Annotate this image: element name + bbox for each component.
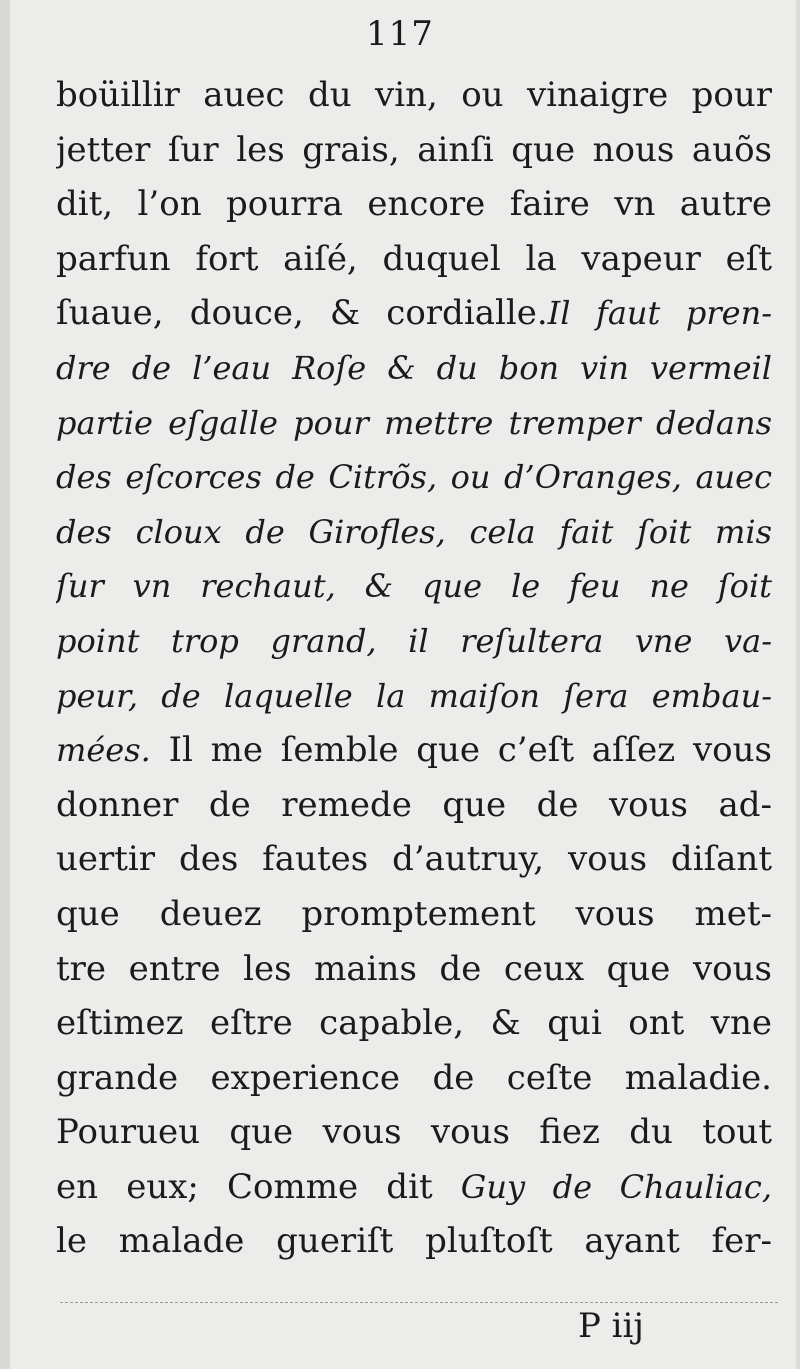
text-line: eſtimez eſtre capable, & qui ont vne — [56, 1003, 772, 1044]
text-line: uertir des fautes d’autruy, vous diſant — [56, 839, 772, 880]
text-line: partie eſgalle pour mettre tremper dedans — [56, 403, 772, 442]
page-edge-left — [0, 0, 10, 1369]
signature-mark: P iij — [578, 1306, 644, 1346]
text-line: parfun fort aiſé, duquel la vapeur eſt — [56, 238, 772, 279]
text-line: le malade gueriſt pluſtoſt ayant fer- — [56, 1221, 772, 1262]
text-line: point trop grand, il reſultera vne va- — [56, 621, 772, 660]
italic-text: Il faut pren- — [547, 294, 772, 333]
text-line: en eux; Comme dit Guy de Chauliac, — [56, 1166, 772, 1207]
text-line: boüillir auec du vin, ou vinaigre pour — [56, 75, 772, 115]
page-edge-right — [796, 0, 800, 1369]
text-line: jetter ſur les grais, ainſi que nous auõs — [56, 129, 772, 170]
text-line: donner de remede que de vous ad- — [56, 784, 772, 825]
italic-text: Guy de Chauliac, — [460, 1167, 772, 1206]
text-line: tre entre les mains de ceux que vous — [56, 948, 772, 989]
page-number: 117 — [366, 14, 434, 54]
italic-text: mées. — [56, 731, 151, 770]
text-line: peur, de laquelle la maiſon ſera embau- — [56, 676, 772, 715]
text-line: dre de l’eau Roſe & du bon vin vermeil — [56, 348, 772, 387]
text-line: ſur vn rechaut, & que le feu ne ſoit — [56, 567, 772, 606]
text-line: des eſcorces de Citrõs, ou d’Oranges, auec — [56, 458, 772, 497]
body-text — [56, 68, 772, 1269]
text-line: grande experience de ceſte maladie. — [56, 1057, 772, 1098]
text-line: Pourueu que vous vous fiez du tout — [56, 1112, 772, 1153]
text-line: ſuaue, douce, & cordialle.Il faut pren- — [56, 293, 772, 334]
text-line: mées. Il me ſemble que c’eſt aſſez vous — [56, 730, 772, 771]
text-line: dit, l’on pourra encore faire vn autre — [56, 184, 772, 225]
bottom-rule — [60, 1302, 778, 1303]
text-line: que deuez promptement vous met- — [56, 893, 772, 934]
text-line: des cloux de Girofles, cela fait ſoit mis — [56, 512, 772, 551]
